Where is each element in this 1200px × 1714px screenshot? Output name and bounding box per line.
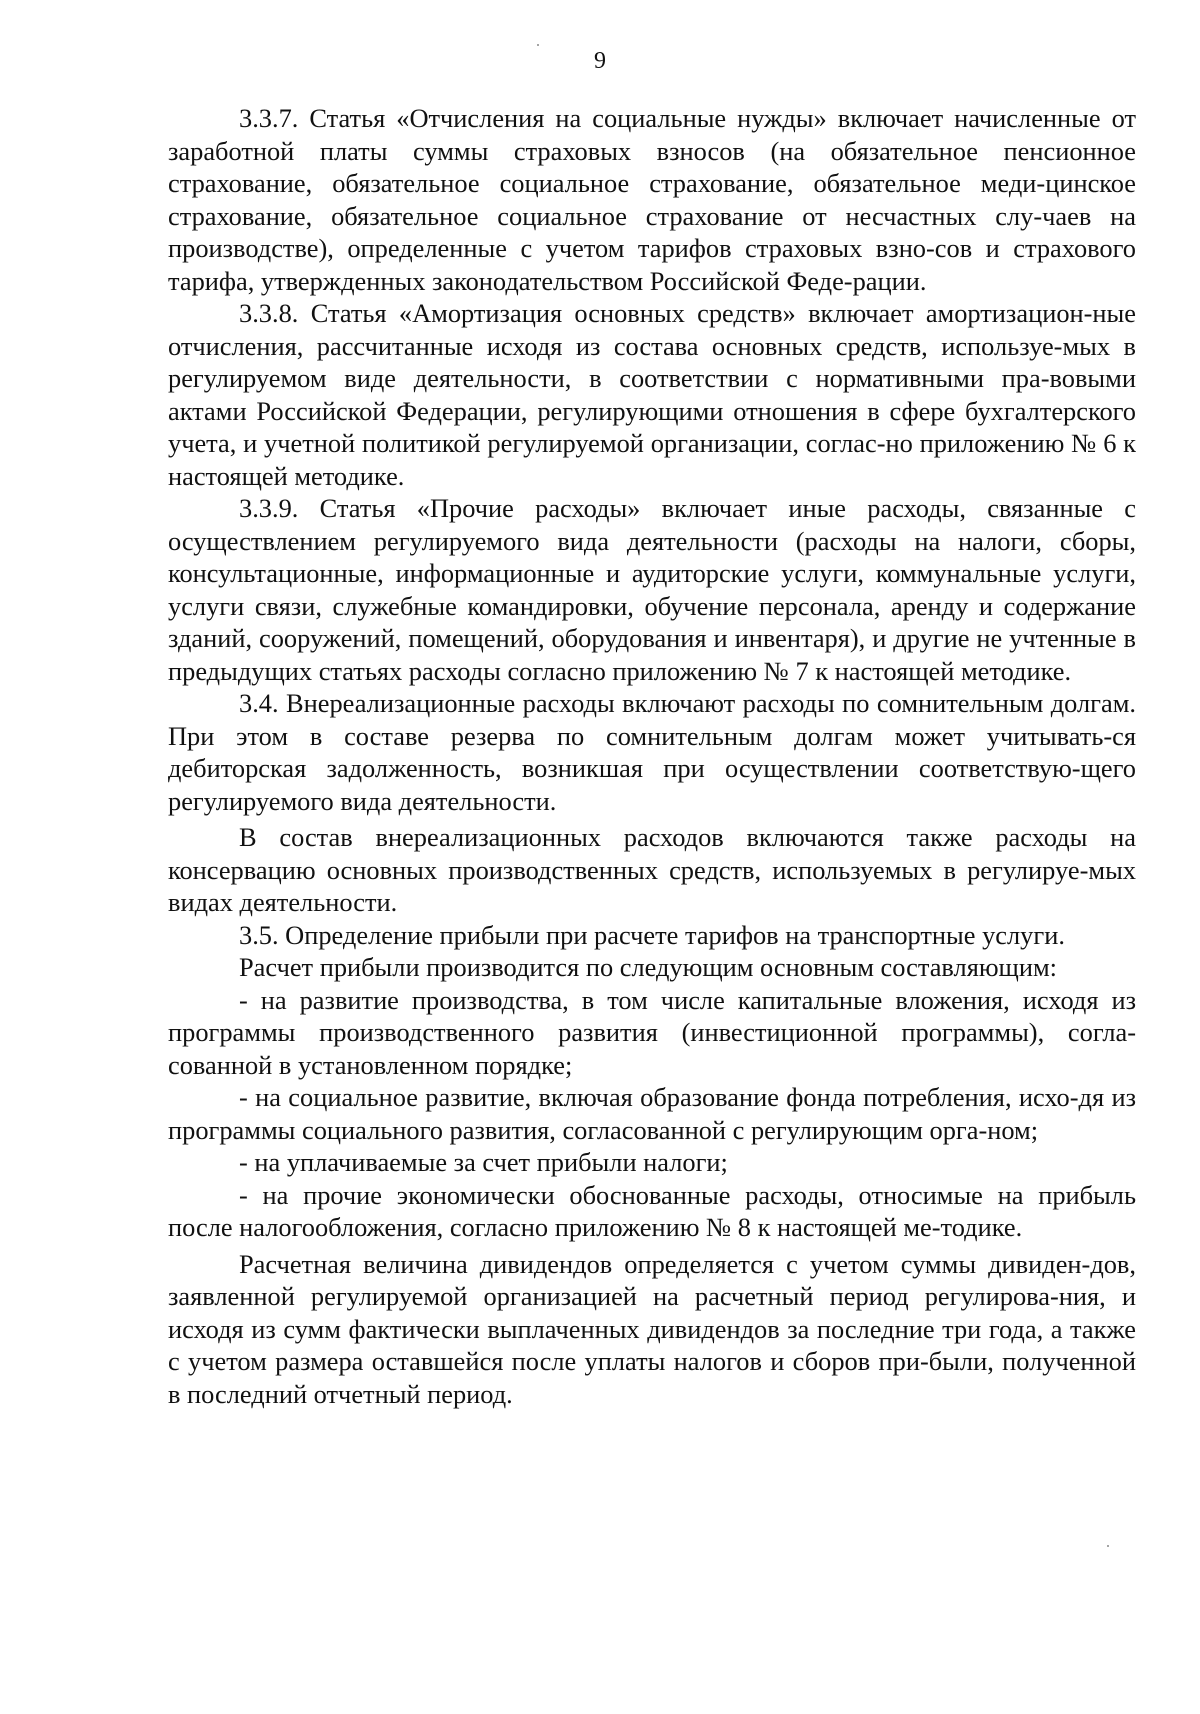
paragraph-3-4: 3.4. Внереализационные расходы включают расходы по сомнительным долгам. При этом в составе резерва по сомнительным долгам может учитывать-ся дебиторская задолженность, возникшая при осуществлении соответствую-щего регулируемого вида деятельности. (168, 688, 1136, 816)
list-item-production-development: - на развитие производства, в том числе капитальные вложения, исходя из программы производственного развития (инвестиционной программы), согла-сованной в установленном порядке; (168, 984, 1136, 1080)
paragraph-non-operating-expenses: В состав внереализационных расходов включаются также расходы на консервацию основных производственных средств, используемых в регулируе-мых видах деятельности. (168, 822, 1136, 917)
paragraph-3-5: 3.5. Определение прибыли при расчете тарифов на транспортные услуги. (239, 919, 1065, 950)
list-item-taxes: - на уплачиваемые за счет прибыли налоги; (239, 1147, 728, 1177)
list-item-other-expenses: - на прочие экономически обоснованные расходы, относимые на прибыль после налогообложения, согласно приложению № 8 к настоящей ме-тодике. (168, 1179, 1136, 1242)
paragraph-3-3-7: 3.3.7. Статья «Отчисления на социальные нужды» включает начисленные от заработной платы суммы страховых взносов (на обязательное пенсионное страхование, обязательное социальное страхование, обязательное меди-цинское страхование, обязательное социальное страхование от несчастных слу-чаев на производстве), определенные с учетом тарифов страховых взно-сов и страхового тарифа, утвержденных законодательством Российской Феде-рации. (168, 103, 1136, 296)
scan-speck (1107, 1545, 1109, 1547)
list-item-social-development: - на социальное развитие, включая образование фонда потребления, исхо-дя из программы социального развития, согласованной с регулирующим орга-ном; (168, 1082, 1136, 1145)
paragraph-3-3-9: 3.3.9. Статья «Прочие расходы» включает иные расходы, связанные с осуществлением регулируемого вида деятельности (расходы на налоги, сборы, консультационные, информационные и аудиторские услуги, коммунальные услуги, услуги связи, служебные командировки, обучение персонала, аренду и содержание зданий, сооружений, помещений, оборудования и инвентаря), и другие не учтенные в предыдущих статьях расходы согласно приложению № 7 к настоящей методике. (168, 493, 1136, 686)
paragraph-profit-components: Расчет прибыли производится по следующим основным составляющим: (239, 952, 1058, 982)
paragraph-3-3-8: 3.3.8. Статья «Амортизация основных средств» включает амортизацион-ные отчисления, рассчитанные исходя из состава основных средств, используе-мых в регулируемом виде деятельности, в соответствии с нормативными пра-вовыми актами Российской Федерации, регулирующими отношения в сфере бухгалтерского учета, и учетной политикой регулируемой организации, соглас-но приложению № 6 к настоящей методике. (168, 298, 1136, 491)
paragraph-dividends: Расчетная величина дивидендов определяется с учетом суммы дивиден-дов, заявленной регулируемой организацией на расчетный период регулирова-ния, и исходя из сумм фактически выплаченных дивидендов за последние три года, а также с учетом размера оставшейся после уплаты налогов и сборов при-были, полученной в последний отчетный период. (168, 1248, 1136, 1409)
scan-speck (537, 44, 539, 46)
page-number: 9 (594, 48, 606, 74)
document-body (168, 102, 1136, 1410)
